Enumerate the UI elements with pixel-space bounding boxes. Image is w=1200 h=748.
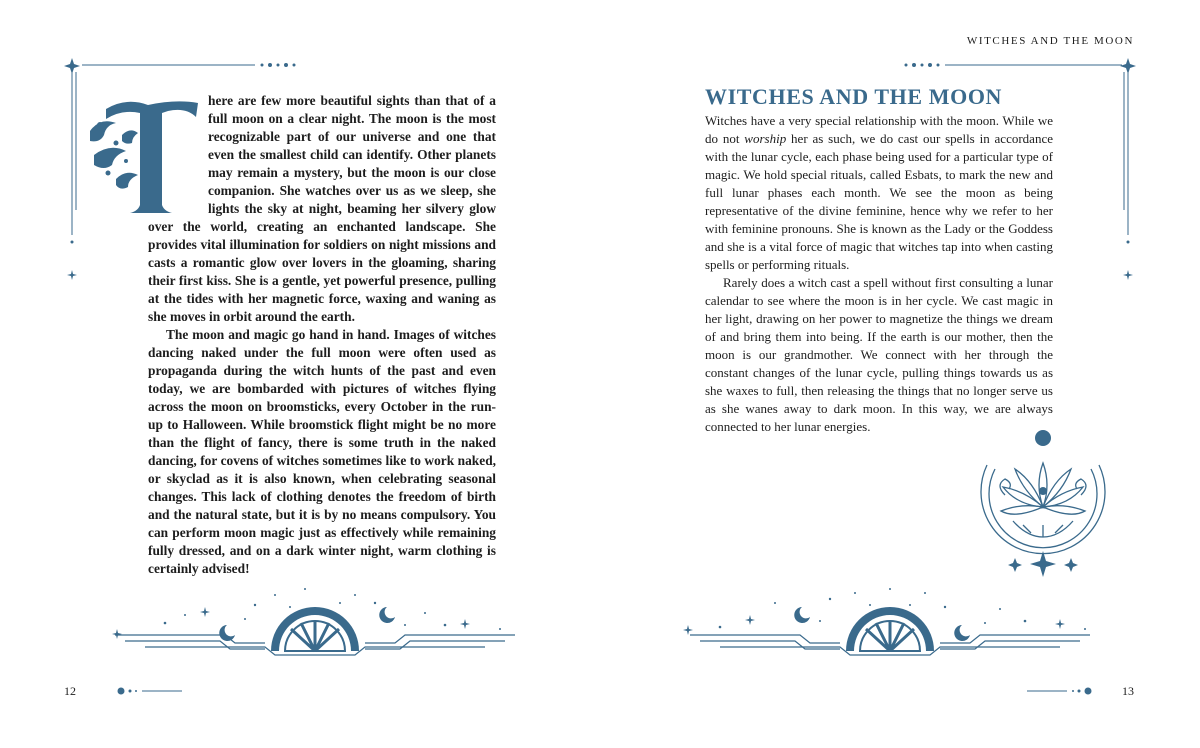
dropcap-t-icon <box>86 95 202 215</box>
moon-phase-icon-right <box>1025 684 1120 698</box>
lotus-moon-icon <box>965 425 1125 585</box>
page-number-right: 13 <box>1122 684 1134 698</box>
right-paragraph-1 <box>705 112 1053 274</box>
dropcap-letter: T <box>86 95 87 96</box>
p1-text-start: Witches have a very special relationship with the moon. While we do not <box>705 113 1053 146</box>
sunrise-arch-icon-right <box>680 585 1100 670</box>
running-header: WITCHES AND THE MOON <box>966 35 1134 47</box>
page-number-left: 12 <box>64 684 76 698</box>
left-paragraph-2: The moon and magic go hand in hand. Images of witches dancing naked under the full moon were often used as propaganda during the witch hunts of the past and even today, we are bombarded with pictures of witches flying across the moon on broomsticks, every October in the run-up to Halloween. While broomstick flight might be no more than the flight of fancy, there is some truth in the naked dancing, for covens of witches sometimes like to work naked, or skyclad as it is also known, when celebrating seasonal changes. This lack of clothing denotes the freedom of birth and the natural state, but it is by no means compulsory. You can perform moon magic just as effectively while remaining fully dressed, and on a dark winter night, warm clothing is certainly advised! <box>148 327 496 576</box>
right-paragraph-2: Rarely does a witch cast a spell without first consulting a lunar calendar to see where the moon is in her cycle. We cast magic in her light, drawing on her power to magnetize the things we dream of and bring them into being. If the earth is our mother, then the moon is our grandmother. We connect with her through the constant changes of the lunar cycle, pulling things towards us as she waxes to full, then releasing the things that no longer serve us as she wanes away to dark moon. In this way, we are always connected to her lunar energies. <box>705 275 1053 434</box>
left-paragraph-1: here are few more beautiful sights than that of a full moon on a clear night. The moon is the most recognizable part of our universe and one that even the smallest child can identify. Other planets may remain a mystery, but the moon is our close companion. She watches over us as we sleep, she lights the sky at night, beaming her silvery glow over the world, creating an enchanted landscape. She provides vital illumination for soldiers on night missions and casts a romantic glow over lovers in the gloaming, sharing their first kiss. She is a gentle, yet powerful presence, pulling at the tides with her magnetic force, waxing and waning as she moves in orbit around the earth. <box>148 93 496 324</box>
moon-phase-icon <box>90 684 185 698</box>
left-body-text <box>86 92 496 578</box>
p1-text-end: her as such, we do cast our spells in accordance with the lunar cycle, each phase being used for a particular type of magic. We hold special rituals, called Esbats, to mark the new and full lunar phases each month. We see the moon as being representative of the divine feminine, hence why we refer to her with feminine pronouns. She is known as the Lady or the Goddess and she is a vital force of magic that witches tap into when casting spells or performing rituals. <box>705 131 1053 272</box>
sunrise-arch-icon <box>105 585 525 670</box>
p1-emphasis: worship <box>744 131 787 146</box>
right-body-text <box>705 112 1053 436</box>
page-title: WITCHES AND THE MOON <box>705 84 1003 109</box>
right-page <box>600 0 1200 748</box>
